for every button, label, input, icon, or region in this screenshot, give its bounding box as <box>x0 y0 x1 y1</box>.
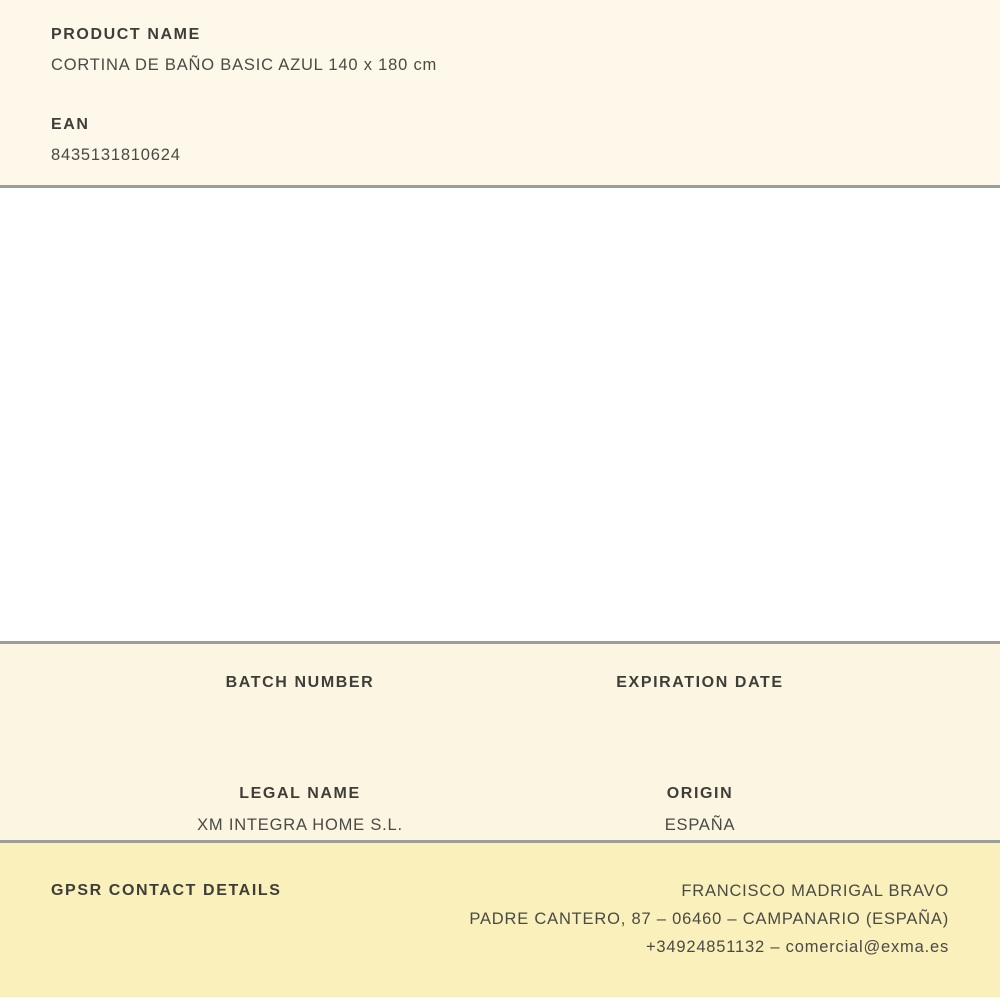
details-row-1 <box>100 644 900 725</box>
gpsr-contact-section <box>0 843 1000 997</box>
legal-name-field <box>100 785 500 836</box>
expiration-date-value <box>500 705 900 725</box>
origin-value: ESPAÑA <box>664 816 736 834</box>
gpsr-contact-block <box>469 877 949 961</box>
product-name-value: CORTINA DE BAÑO BASIC AZUL 140 x 180 cm <box>51 56 438 74</box>
ean-label: EAN <box>51 116 90 133</box>
product-header-section <box>0 0 1000 185</box>
batch-number-value <box>100 705 500 725</box>
legal-name-label: LEGAL NAME <box>239 785 361 802</box>
origin-label: ORIGIN <box>666 785 734 802</box>
product-details-section <box>0 644 1000 840</box>
gpsr-contact-label: GPSR CONTACT DETAILS <box>51 882 282 899</box>
origin-field <box>500 785 900 836</box>
expiration-date-label: EXPIRATION DATE <box>616 674 784 691</box>
details-row-2 <box>100 725 900 836</box>
batch-number-label: BATCH NUMBER <box>225 674 375 691</box>
product-image-area <box>0 188 1000 641</box>
expiration-date-field <box>500 674 900 725</box>
contact-phone-email: +34924851132 – comercial@exma.es <box>645 938 949 956</box>
product-name-label: PRODUCT NAME <box>51 26 201 43</box>
legal-name-value: XM INTEGRA HOME S.L. <box>197 816 403 834</box>
contact-person-name: FRANCISCO MADRIGAL BRAVO <box>681 882 949 900</box>
ean-value: 8435131810624 <box>51 146 181 164</box>
contact-address: PADRE CANTERO, 87 – 06460 – CAMPANARIO (ESPAÑA) <box>469 910 949 928</box>
batch-number-field <box>100 674 500 725</box>
